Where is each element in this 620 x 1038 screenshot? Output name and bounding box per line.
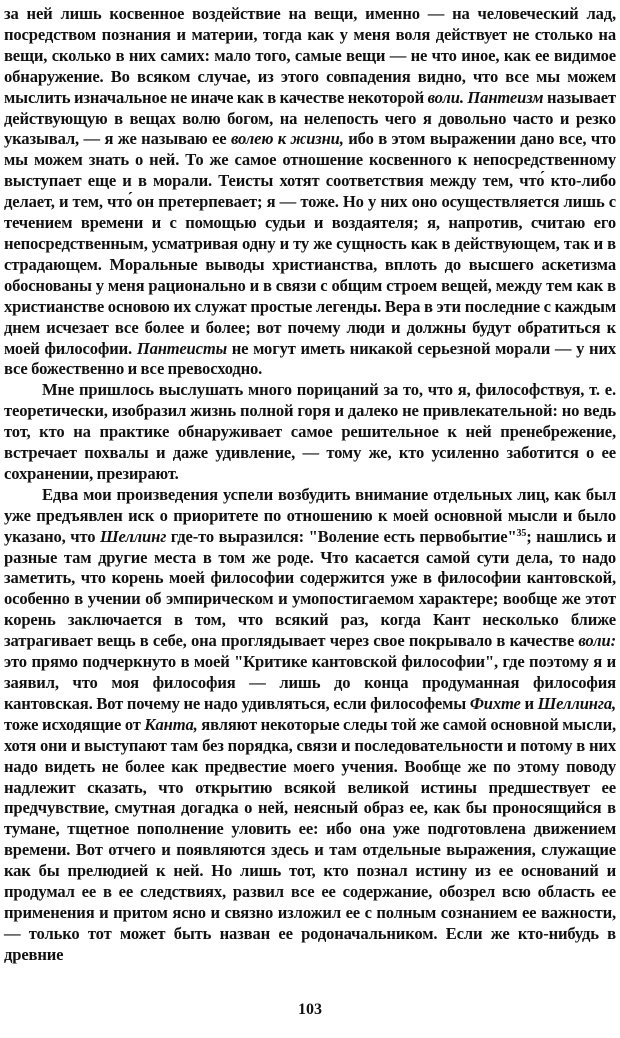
seg-italic: Шеллинг [99,526,167,546]
seg-italic: Шеллинга, [537,693,616,713]
seg: тоже исходящие от [4,714,145,734]
seg: ибо в этом выражении дано все, что мы можем знать о ней. То же самое отношение косвенного к непосредственному выступает еще и в морали. Теисты хотят соответствия между тем, что́ кто-либо делает, и тем, что́ он претерпевает; я — тоже. Но у них оно осуществляется лишь с течением времени и с помощью судьи и воздаятеля; я, напротив, считаю его непосредственным, усматривая одну и ту же сущность как в действующем, так и в страдающем. Моральные выводы христианства, вплоть до высшего аскетизма обоснованы у меня рационально и в связи с общим строем вещей, между тем как в христианстве основою их служат простые легенды. Вера в эти последние с каждым днем исчезает все более и более; вот почему люди и должны будут обратиться к моей философии. [4,129,616,358]
seg-italic: Пантеисты [136,338,227,358]
footnote-ref: 35 [516,527,527,539]
paragraph-3 [4,485,616,966]
seg: не могут иметь никакой серьезной морали — у них все божественно и все превосходно. [4,338,616,379]
seg: за ней лишь косвенное воздействие на вещи, именно — на человеческий лад, посредством познания и материи, тогда как у меня воля действует не столько на вещи, сколько в них самих: мало того, самые вещи — не что иное, как ее видимое обнаружение. Во всяком случае, из этого совпадения видно, что все мы можем мыслить изначальное не иначе как в качестве некоторой [4,4,616,107]
seg-italic: Фихте [469,693,521,713]
seg: называет действующую в вещах волю богом, на нелепость чего я довольно часто и резко указывал, — я же называю ее [4,87,616,149]
paragraph-2 [4,380,616,485]
page-body [4,4,616,966]
seg-italic: волею к жизни, [230,129,344,149]
seg: Едва мои произведения успели возбудить внимание отдельных лиц, как был уже предъявлен иск о приоритете по отношению к моей основной мысли и было указано, что [4,484,616,546]
seg: являют некоторые следы той же самой основной мысли, хотя они и выступают там без порядка, связи и последовательности и потому в них надо видеть не более как предвестие моего учения. Вообще же по этому поводу надлежит сказать, что открытию всякой великой истины предшествует ее предчувствие, смутная догадка о ней, неясный образ ее, как бы проносящийся в тумане, тщетное пополнение уловить ее: ибо она уже подготовлена движением времени. Вот отчего и появляются здесь и там отдельные выражения, служащие как бы прелюдией к ней. Но лишь тот, кто познал истину из ее оснований и продумал ее в ее следствиях, развил все ее содержание, обозрел всю область ее применения и притом ясно и связно изложил ее с полным сознанием ее важности, — только тот может быть назван ее родоначальником. Если же кто-нибудь в древние [4,714,616,964]
seg: это прямо подчеркнуто в моей "Критике кантовской философии", где поэтому я и заявил, что моя философия — лишь до конца продуманная философия кантовская. Вот почему не надо удивляться, если философемы [4,652,616,713]
seg: и [520,693,538,713]
paragraph-1 [4,4,616,380]
seg-italic: воли: [578,631,616,651]
seg-italic: воли. [427,87,464,107]
page-number: 103 [298,1001,322,1018]
seg-italic: Пантеизм [467,87,544,107]
seg: ; нашлись и разные там другие места в том же роде. Что касается самой сути дела, то надо заметить, что корень моей философии содержится уже в философии кантовской, особенно в учении об эмпирическом и умопостигаемом характере; вообще же этот корень заключается в том, что всякий раз, когда Кант несколько ближе затрагивает вещь в себе, она проглядывает через свое покрывало в качестве [4,526,616,651]
seg-italic: Канта, [144,714,198,734]
seg: Мне пришлось выслушать много порицаний за то, что я, философствуя, т. е. теоретически, изобразил жизнь полной горя и далеко не привлекательной: но ведь тот, кто на практике обнаруживает самое решительное к ней пренебрежение, встречает похвалы и даже удивление, — тому же, кто усиленно заботится о ее сохранении, презирают. [4,380,616,483]
seg: где-то выразился: "Воление есть первобытие" [166,526,517,546]
